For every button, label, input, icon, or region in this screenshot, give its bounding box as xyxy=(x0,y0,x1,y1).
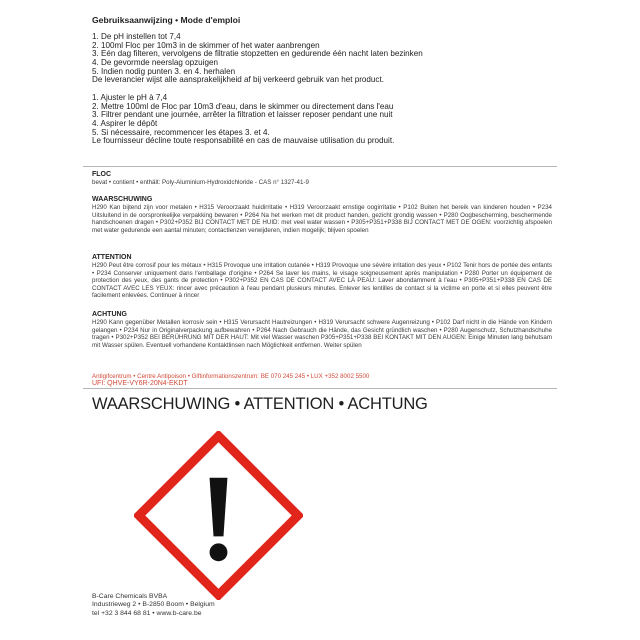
hazard-heading: WAARSCHUWING xyxy=(92,196,153,203)
section-divider xyxy=(83,166,557,167)
signal-word: WAARSCHUWING • ATTENTION • ACHTUNG xyxy=(92,395,428,413)
usage-step: 1. Ajuster le pH à 7,4 xyxy=(92,93,168,102)
product-name: FLOC xyxy=(92,171,112,178)
usage-step: 3. Filtrer pendant une journée, arrêter la filtration et laisser reposer pendant une nuit xyxy=(92,110,393,120)
usage-step: 2. Mettre 100ml de Floc par 10m3 d'eau, dans le skimmer ou directement dans l'eau xyxy=(92,101,394,111)
product-label xyxy=(83,9,557,631)
hazard-block-french xyxy=(92,254,552,300)
hazard-block-dutch xyxy=(92,196,552,234)
hazard-statements: H290 Kann gegenüber Metallen korrosiv sein • H315 Verursacht Hautreizungen • H319 Verursacht schwere Augenreizung • P102 Darf nicht in die Hände von Kindern gelangen • P234 Nur in Originalverpackung aufbewahren • P264 Nach Gebrauch die Hände, das Gesicht gründlich waschen • P280 Augenschutz, Schutzhandschuhe tragen • P302+P352 BEI BERÜHRUNG MIT DER HAUT: Mit viel Wasser waschen P305+P351+P338 BEI KONTAKT MIT DEN AUGEN: Einige Minuten lang behutsam mit Wasser spülen. Eventuell vorhandene Kontaktlinsen nach Möglichkeit entfernen. Weiter spülen xyxy=(92,319,552,349)
usage-step: 1. De pH instellen tot 7,4 xyxy=(92,32,181,41)
hazard-heading: ACHTUNG xyxy=(92,311,127,318)
usage-steps-dutch xyxy=(92,33,423,85)
ufi-code: UFI: QHVE-VY6R-20N4-EKDT xyxy=(92,380,188,387)
usage-step: 3. Eén dag filteren, vervolgens de filtratie stopzetten en gedurende één nacht laten bezinken xyxy=(92,49,423,59)
usage-step: 5. Indien nodig punten 3. en 4. herhalen xyxy=(92,66,236,76)
usage-step: 4. Aspirer le dépôt xyxy=(92,118,158,128)
hazard-statements: H290 Peut être corrosif pour les métaux • H315 Provoque une irritation cutanée • H319 Provoque une sévère irritation des yeux • P102 Tenir hors de portée des enfants • P234 Conserver uniquement dans l'emballage d'origine • P264 Se laver les mains, le visage soigneusement après manipulation • P280 Porter un équipement de protection des yeux, des gants de protection • P302+P352 EN CAS DE CONTACT AVEC LA PEAU: Laver abondamment à l'eau • P305+P351+P338 EN CAS DE CONTACT AVEC LES YEUX: rincer avec précaution à l'eau pendant plusieurs minutes. Enlever les lentilles de contact si la victime en porte et si elles peuvent être facilement enlevées. Continuer à rincer xyxy=(92,262,552,299)
section-divider xyxy=(83,388,557,389)
usage-title: Gebruiksaanwijzing • Mode d'emploi xyxy=(92,15,241,25)
poison-center-line: Antigifcentrum • Centre Antipoison • Giftinformationszentrum: BE 070 245 245 • LUX +352 8002 5500 xyxy=(92,373,370,380)
usage-steps-french xyxy=(92,94,394,146)
usage-step: 5. Si nécessaire, recommencer les étapes 3. et 4. xyxy=(92,127,270,137)
usage-disclaimer: Le fournisseur décline toute responsabilité en cas de mauvaise utilisation du produit. xyxy=(92,136,395,146)
usage-step: 2. 100ml Floc per 10m3 in de skimmer of het water aanbrengen xyxy=(92,40,320,50)
company-contact: tel +32 3 844 68 81 • www.b-care.be xyxy=(92,609,202,617)
hazard-statements: H290 Kan bijtend zijn voor metalen • H315 Veroorzaakt huidirritatie • H319 Veroorzaakt ernstige oogirritatie • P102 Buiten het bereik van kinderen houden • P234 Uitsluitend in de oorspronkelijke verpakking bewaren • P264 Na het werken met dit product handen, gezicht grondig wassen • P280 Oogbescherming, beschermende handschoenen dragen • P302+P352 BIJ CONTACT MET DE HUID: met veel water wassen • P305+P351+P338 BIJ CONTACT MET DE OGEN: voorzichtig afspoelen met water gedurende een aantal minuten; contactlenzen verwijderen, indien mogelijk; blijven spoelen xyxy=(92,204,552,234)
company-name: B-Care Chemicals BVBA xyxy=(92,593,168,600)
company-info xyxy=(92,593,215,618)
product-composition: bevat • contient • enthält: Poly-Aluminium-Hydroxidchloride - CAS n° 1327-41-9 xyxy=(92,179,309,186)
company-address: Industrieweg 2 • B-2850 Boom • Belgium xyxy=(92,601,215,609)
ghs07-exclamation-mark-icon xyxy=(134,431,303,600)
hazard-block-german xyxy=(92,311,552,349)
hazard-heading: ATTENTION xyxy=(92,254,132,261)
product-info xyxy=(92,171,552,187)
usage-step: 4. De gevormde neerslag opzuigen xyxy=(92,57,218,67)
usage-disclaimer: De leverancier wijst alle aansprakelijkheid af bij verkeerd gebruik van het product. xyxy=(92,75,384,85)
